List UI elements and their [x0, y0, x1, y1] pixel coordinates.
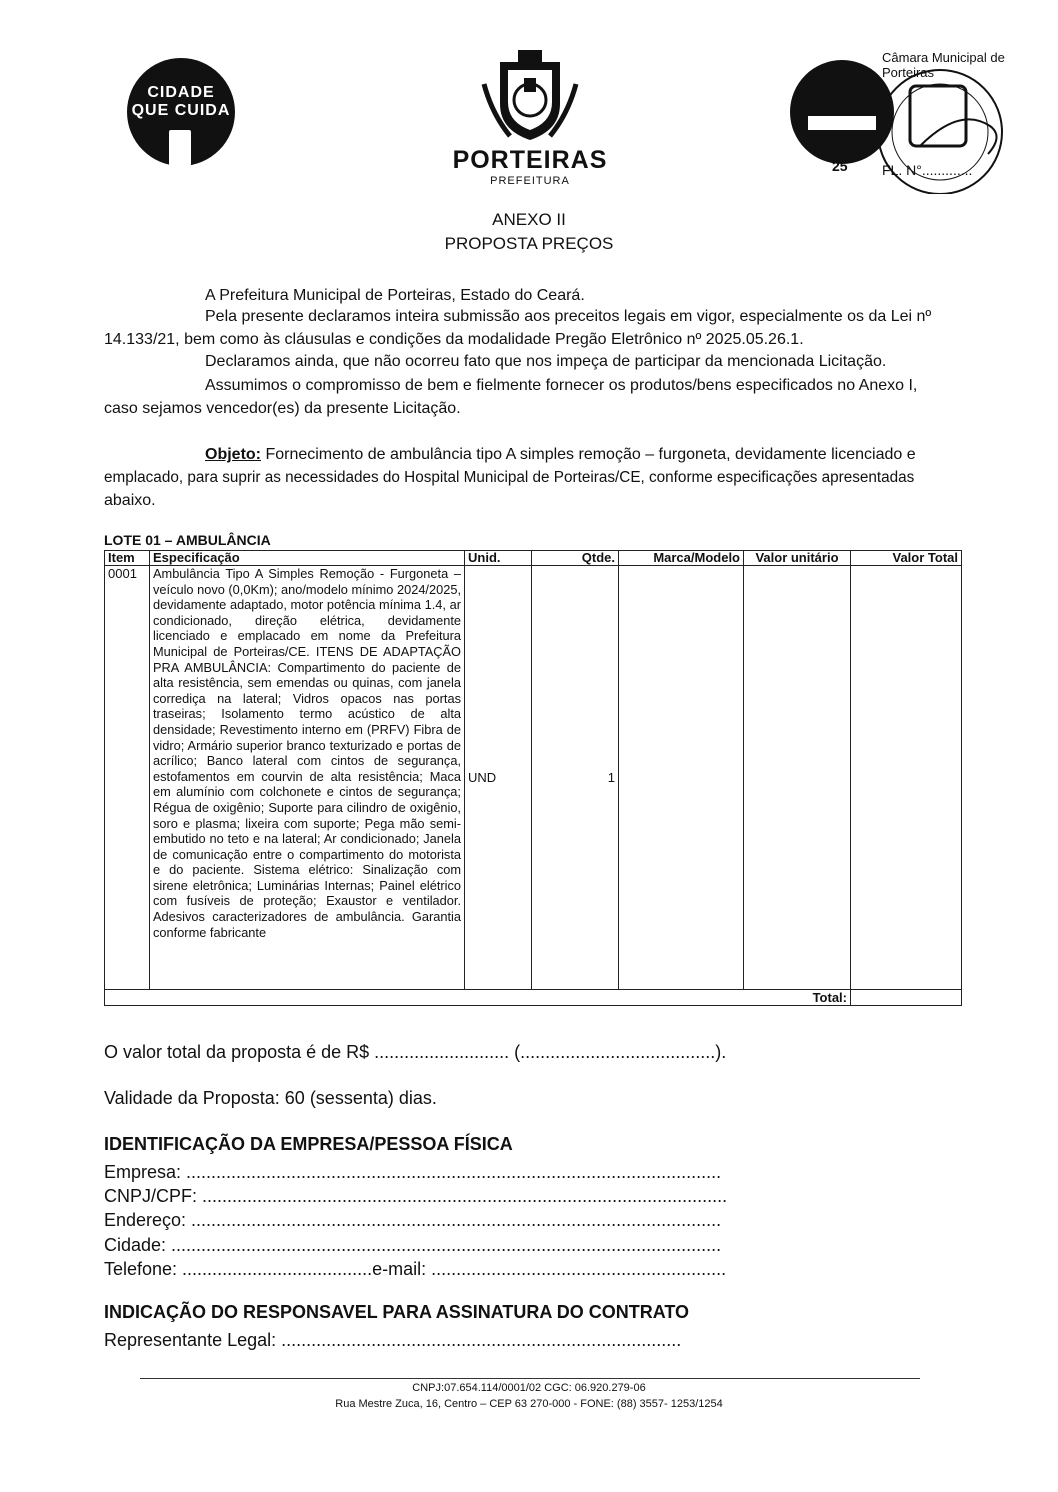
- lote-title: LOTE 01 – AMBULÂNCIA: [104, 532, 271, 548]
- objeto-line2: emplacado, para suprir as necessidades do Hospital Municipal de Porteiras/CE, conforme especificações apresentadas: [104, 469, 915, 486]
- brand-name: PORTEIRAS: [452, 146, 608, 174]
- objeto-line1: [205, 443, 916, 466]
- footer-cnpj: CNPJ:07.654.114/0001/02 CGC: 06.920.279-06: [412, 1382, 646, 1394]
- total-label: Total:: [105, 990, 851, 1006]
- logo-text-line2: QUE CUIDA: [131, 102, 231, 119]
- logo-hand-shape: [169, 130, 191, 166]
- table-total-row: [105, 990, 962, 1006]
- col-unit: Valor unitário: [744, 551, 851, 566]
- intro-p2b: 14.133/21, bem como às cláusulas e condições da modalidade Pregão Eletrônico nº 2025.05.26.1.: [104, 331, 804, 348]
- total-value: [851, 990, 962, 1006]
- footer-divider: [140, 1378, 920, 1379]
- col-marca: Marca/Modelo: [619, 551, 744, 566]
- intro-p3: Declaramos ainda, que não ocorreu fato que nos impeça de participar da mencionada Licitação.: [205, 353, 887, 370]
- objeto-label: Objeto:: [205, 446, 261, 463]
- responsavel-heading: INDICAÇÃO DO RESPONSAVEL PARA ASSINATURA DO CONTRATO: [104, 1302, 690, 1322]
- annex-title: ANEXO II: [492, 210, 566, 229]
- items-table: [104, 550, 962, 1006]
- row-item: 0001: [105, 566, 150, 990]
- objeto-text-1: Fornecimento de ambulância tipo A simples remoção – furgoneta, devidamente licenciado e: [261, 446, 916, 463]
- col-spec: Especificação: [150, 551, 465, 566]
- stamp-folio: FL. N°.............: [882, 162, 973, 178]
- endereco-field: Endereço: ..........................................................................................................: [104, 1210, 722, 1230]
- col-qtde: Qtde.: [532, 551, 619, 566]
- porteiras-crest-icon: [480, 44, 580, 144]
- valor-total-line: O valor total da proposta é de R$ ........................... (.......................................).: [104, 1042, 727, 1062]
- validade-line: Validade da Proposta: 60 (sessenta) dias.: [104, 1088, 437, 1108]
- row-total: [851, 566, 962, 990]
- proposal-title: PROPOSTA PREÇOS: [444, 234, 614, 253]
- objeto-line3: abaixo.: [104, 492, 156, 509]
- table-header-row: [105, 551, 962, 566]
- col-unid: Unid.: [465, 551, 532, 566]
- row-spec: Ambulância Tipo A Simples Remoção - Furgoneta – veículo novo (0,0Km); ano/modelo mínimo 2024/2025, devidamente adaptado, motor potência mínima 1.4, ar condicionado, direção elétrica, devidamente licenciado e emplacado em nome da Prefeitura Municipal de Porteiras/CE. ITENS DE ADAPTAÇÃO PRA AMBULÂNCIA: Compartimento do paciente de alta resistência, sem emendas ou quinas, com janela corrediça na lateral; Vidros opacos nas portas traseiras; Isolamento termo acústico de alta densidade; Revestimento interno em (PRFV) Fibra de vidro; Armário superior branco texturizado e portas de acrílico; Banco lateral com cintos de segurança, estofamentos em courvin de alta resistência; Maca em alumínio com colchonete e cintos de segurança; Régua de oxigênio; Suporte para cilindro de oxigênio, soro e plasma; lixeira com suporte; Pega mão semi-embutido no teto e na lateral; Ar condicionado; Janela de comunicação entre o compartimento do motorista e do paciente. Sistema elétrico: Sinalização com sirene eletrônica; Luminárias Internas; Painel elétrico com fusíveis de proteção; Exaustor e ventilador. Adesivos caracterizadores de ambulância. Garantia conforme fabricante: [150, 566, 465, 990]
- intro-p1: A Prefeitura Municipal de Porteiras, Estado do Ceará.: [205, 287, 585, 304]
- row-qtde: 1: [532, 566, 619, 990]
- row-marca: [619, 566, 744, 990]
- intro-p2a: Pela presente declaramos inteira submissão aos preceitos legais em vigor, especialmente os da Lei nº: [205, 308, 932, 325]
- telefone-email-field: Telefone: ......................................e-mail: ...........................................................: [104, 1259, 727, 1279]
- col-total: Valor Total: [851, 551, 962, 566]
- camara-stamp: [790, 46, 1010, 194]
- intro-p4a: Assumimos o compromisso de bem e fielmente fornecer os produtos/bens especificados no Anexo I,: [205, 377, 918, 394]
- identificacao-heading: IDENTIFICAÇÃO DA EMPRESA/PESSOA FÍSICA: [104, 1134, 513, 1154]
- col-item: Item: [105, 551, 150, 566]
- row-unid: UND: [465, 566, 532, 990]
- logo-text-line1: CIDADE: [147, 84, 215, 101]
- table-row: [105, 566, 962, 990]
- empresa-field: Empresa: ...........................................................................................................: [104, 1162, 722, 1182]
- representante-field: Representante Legal: ................................................................................: [104, 1330, 682, 1350]
- cidade-field: Cidade: ..............................................................................................................: [104, 1235, 722, 1255]
- cnpj-field: CNPJ/CPF: .........................................................................................................: [104, 1186, 728, 1206]
- intro-p4b: caso sejamos vencedor(es) da presente Licitação.: [104, 400, 461, 417]
- footer-address: Rua Mestre Zuca, 16, Centro – CEP 63 270-000 - FONE: (88) 3557- 1253/1254: [335, 1398, 723, 1410]
- stamp-number: 25: [832, 158, 848, 174]
- brand-subtitle: PREFEITURA: [490, 175, 570, 187]
- cidade-que-cuida-logo: [127, 58, 235, 166]
- stamp-text: Câmara Municipal de Porteiras: [882, 50, 1005, 80]
- row-unit: [744, 566, 851, 990]
